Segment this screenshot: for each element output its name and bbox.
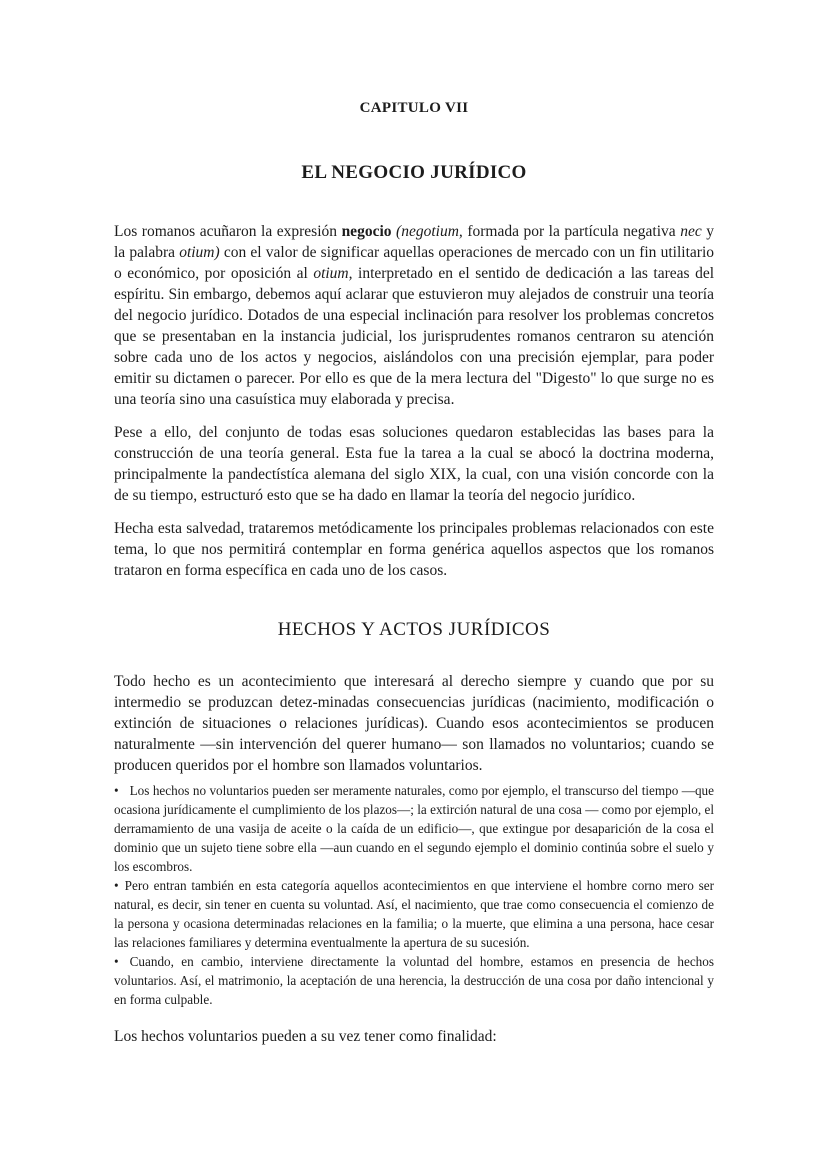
bullet-text: Los hechos no voluntarios pueden ser meramente naturales, como por ejemplo, el transcurso del tiempo —que ocasiona jurídicamente el cumplimiento de los plazos—; la extirción natural de una cosa — como por ejemplo, el derramamiento de una vasija de aceite o la caída de un edificio—, que extingue por desaparición de la cosa el dominio que un sujeto tiene sobre ella —aun cuando en el segundo ejemplo el dominio continúa sobre el suelo y los escombros.: [114, 783, 714, 874]
paragraph-todo-hecho: Todo hecho es un acontecimiento que interesará al derecho siempre y cuando que por su intermedio se produzcan detez-minadas consecuencias jurídicas (nacimiento, modificación o extinción de situaciones o relaciones jurídicas). Cuando esos acontecimientos se producen naturalmente —sin intervención del querer humano— son llamados no voluntarios; cuando se producen queridos por el hombre son llamados voluntarios.: [114, 673, 714, 774]
bullet-text: Pero entran también en esta categoría aquellos acontecimientos en que interviene el hombre corno mero ser natural, es decir, sin tener en cuenta su voluntad. Así, el nacimiento, que trae como consecuencia el comienzo de la persona y ocasiona determinadas relaciones en la familia; o la muerte, que elimina a una persona, hace cesar las relaciones familiares y determina eventualmente la apertura de su sucesión.: [114, 878, 714, 950]
bullet-icon: •: [114, 878, 119, 893]
bullet-item: [114, 876, 714, 952]
bullet-item: [114, 781, 714, 876]
document-title: EL NEGOCIO JURÍDICO: [301, 162, 527, 183]
paragraph-salvedad: Hecha esta salvedad, trataremos metódicamente los principales problemas relacionados con este tema, lo que nos permitirá contemplar en forma genérica aquellos aspectos que los romanos trataron en forma específica en cada uno de los casos.: [114, 520, 714, 579]
bullet-text: Cuando, en cambio, interviene directamente la voluntad del hombre, estamos en presencia de hechos voluntarios. Así, el matrimonio, la aceptación de una herencia, la destrucción de una cosa por daño intencional y en forma culpable.: [114, 954, 714, 1007]
chapter-heading: CAPITULO VII: [359, 100, 469, 116]
paragraph-negocio-intro: Los romanos acuñaron la expresión negocio (negotium, formada por la partícula negativa nec y la palabra otium) con el valor de significar aquellas operaciones de mercado con un fin utilitario o económico, por oposición al otium, interpretado en el sentido de dedicación a las tareas del espíritu. Sin embargo, debemos aquí aclarar que estuvieron muy alejados de construir una teoría del negocio jurídico. Dotados de una especial inclinación para resolver los problemas concretos que se presentaban en la instancia judicial, los jurisprudentes romanos centraron su atención sobre cada uno de los actos y negocios, aislándolos con una precisión ejemplar, para poder emitir su dictamen o parecer. Por ello es que de la mera lectura del "Digesto" lo que surge no es una teoría sino una casuística muy elaborada y precisa.: [114, 223, 715, 408]
paragraph-teoria-general: Pese a ello, del conjunto de todas esas soluciones quedaron establecidas las bases para la construcción de una teoría general. Esta fue la tarea a la cual se abocó la doctrina moderna, principalmente la pandectístíca alemana del siglo XIX, la cual, con una visión concorde con la de su tiempo, estructuró esto que se ha dado en llamar la teoría del negocio jurídico.: [114, 424, 714, 504]
bullet-icon: •: [114, 954, 119, 969]
section-heading: HECHOS Y ACTOS JURÍDICOS: [277, 619, 551, 640]
bullet-icon: •: [114, 783, 119, 798]
closing-paragraph: Los hechos voluntarios pueden a su vez tener como finalidad:: [114, 1028, 497, 1045]
bullet-item: [114, 952, 714, 1009]
bullet-list: [114, 781, 714, 1009]
